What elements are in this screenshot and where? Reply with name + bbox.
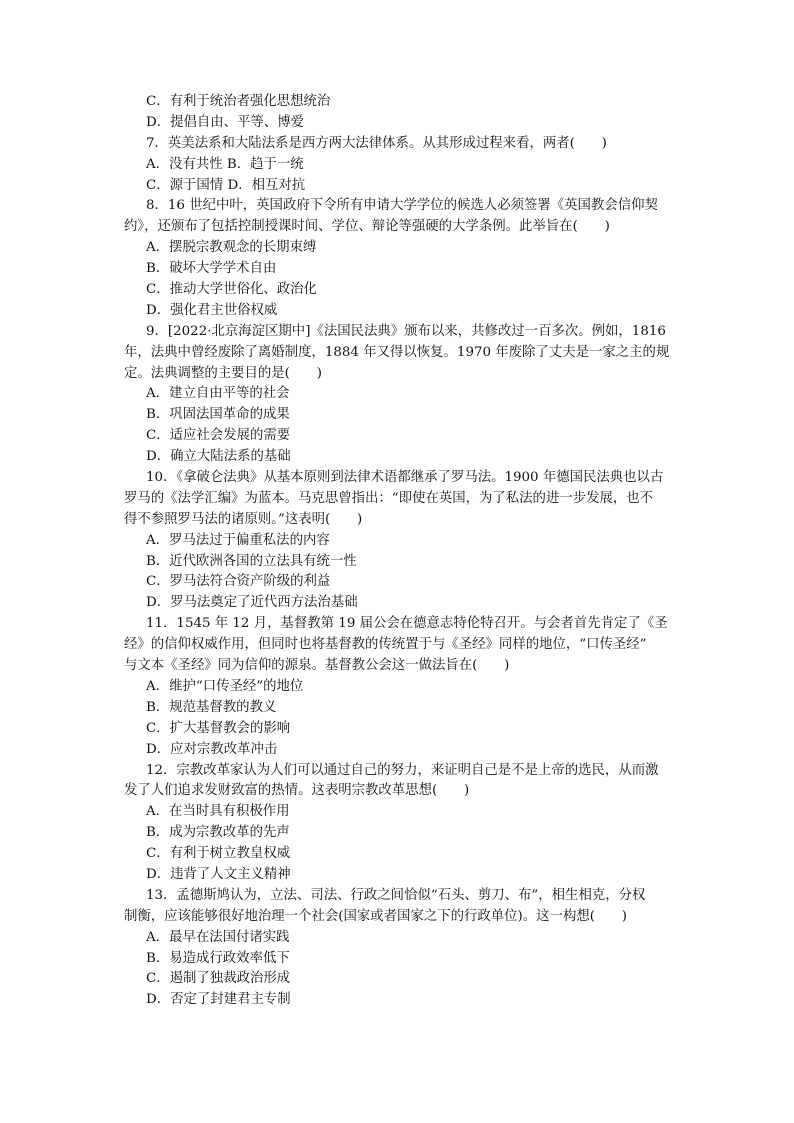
answer-option: A．摆脱宗教观念的长期束缚 — [146, 240, 317, 256]
question-text: 罗马的《法学汇编》为蓝本。马克思曾指出：“即使在英国，为了私法的进一步发展，也不 — [124, 490, 654, 506]
answer-option: D．罗马法奠定了近代西方法治基础 — [146, 595, 358, 611]
question-text: 定。法典调整的主要目的是( ) — [124, 365, 322, 381]
question-text: 13．孟德斯鸠认为，立法、司法、行政之间恰似“石头、剪刀、布”，相生相克，分权 — [146, 887, 646, 903]
answer-option: A．在当时具有积极作用 — [146, 804, 290, 820]
answer-option: A．维护“口传圣经”的地位 — [146, 678, 304, 694]
question-text: 11．1545 年 12 月，基督教第 19 届公会在德意志特伦特召开。与会者首先肯定了《圣 — [146, 616, 668, 632]
question-text: 得不参照罗马法的诸原则。”这表明( ) — [124, 511, 363, 527]
question-text: 12．宗教改革家认为人们可以通过自己的努力，来证明自己是不是上帝的选民，从而激 — [146, 762, 659, 778]
question-text: 发了人们追求发财致富的热情。这表明宗教改革思想( ) — [124, 783, 470, 799]
question-text: 7．英美法系和大陆法系是西方两大法律体系。从其形成过程来看，两者( ) — [146, 135, 607, 151]
question-text: 制衡，应该能够很好地治理一个社会(国家或者国家之下的行政单位)。这一构想( ) — [124, 908, 627, 924]
answer-option: D．违背了人文主义精神 — [146, 866, 291, 882]
answer-option: C．遏制了独裁政治形成 — [146, 971, 291, 987]
answer-option: C．适应社会发展的需要 — [146, 428, 291, 444]
answer-option: A．罗马法过于偏重私法的内容 — [146, 532, 330, 548]
question-content — [124, 92, 670, 1011]
answer-option: B．破坏大学学术自由 — [146, 261, 277, 277]
answer-option: B．规范基督教的教义 — [146, 699, 277, 715]
answer-option: B．巩固法国革命的成果 — [146, 407, 290, 423]
answer-option: D．应对宗教改革冲击 — [146, 741, 278, 757]
answer-option: B．易造成行政效率低下 — [146, 950, 290, 966]
question-text: 9．[2022·北京海淀区期中]《法国民法典》颁布以来，共修改过一百多次。例如，1816 — [146, 323, 666, 339]
question-text: 约》，还颁布了包括控制授课时间、学位、辩论等强硬的大学条例。此举旨在( ) — [124, 219, 610, 235]
question-text: 经》的信仰权威作用，但同时也将基督教的传统置于与《圣经》同样的地位，“口传圣经” — [124, 637, 647, 653]
answer-option: C．罗马法符合资产阶级的利益 — [146, 574, 331, 590]
answer-option: A．没有共性 B．趋于一统 — [146, 156, 304, 172]
answer-option: D．否定了封建君主专制 — [146, 992, 291, 1008]
answer-option: C．有利于树立教皇权威 — [146, 846, 291, 862]
answer-option: C．源于国情 D．相互对抗 — [146, 177, 306, 193]
question-text: 年，法典中曾经废除了离婚制度，1884 年又得以恢复。1970 年废除了丈夫是一家之主的规 — [124, 344, 670, 360]
question-text: 与文本《圣经》同为信仰的源泉。基督教公会这一做法旨在( ) — [124, 658, 510, 674]
answer-option: D．强化君主世俗权威 — [146, 302, 278, 318]
answer-option: D．确立大陆法系的基础 — [146, 449, 291, 465]
answer-option: C．有利于统治者强化思想统治 — [146, 94, 331, 109]
question-text: 10．《拿破仑法典》从基本原则到法律术语都继承了罗马法。1900 年德国民法典也以古 — [146, 470, 664, 486]
question-text: 8．16 世纪中叶，英国政府下令所有申请大学学位的候选人必须签署《英国教会信仰契 — [146, 198, 658, 214]
answer-option: D．提倡自由、平等、博爱 — [146, 114, 305, 130]
answer-option: A．最早在法国付诸实践 — [146, 929, 290, 945]
answer-option: B．近代欧洲各国的立法具有统一性 — [146, 553, 357, 569]
answer-option: C．推动大学世俗化、政治化 — [146, 282, 317, 298]
answer-option: A．建立自由平等的社会 — [146, 386, 290, 402]
answer-option: C．扩大基督教会的影响 — [146, 720, 291, 736]
answer-option: B．成为宗教改革的先声 — [146, 825, 290, 841]
